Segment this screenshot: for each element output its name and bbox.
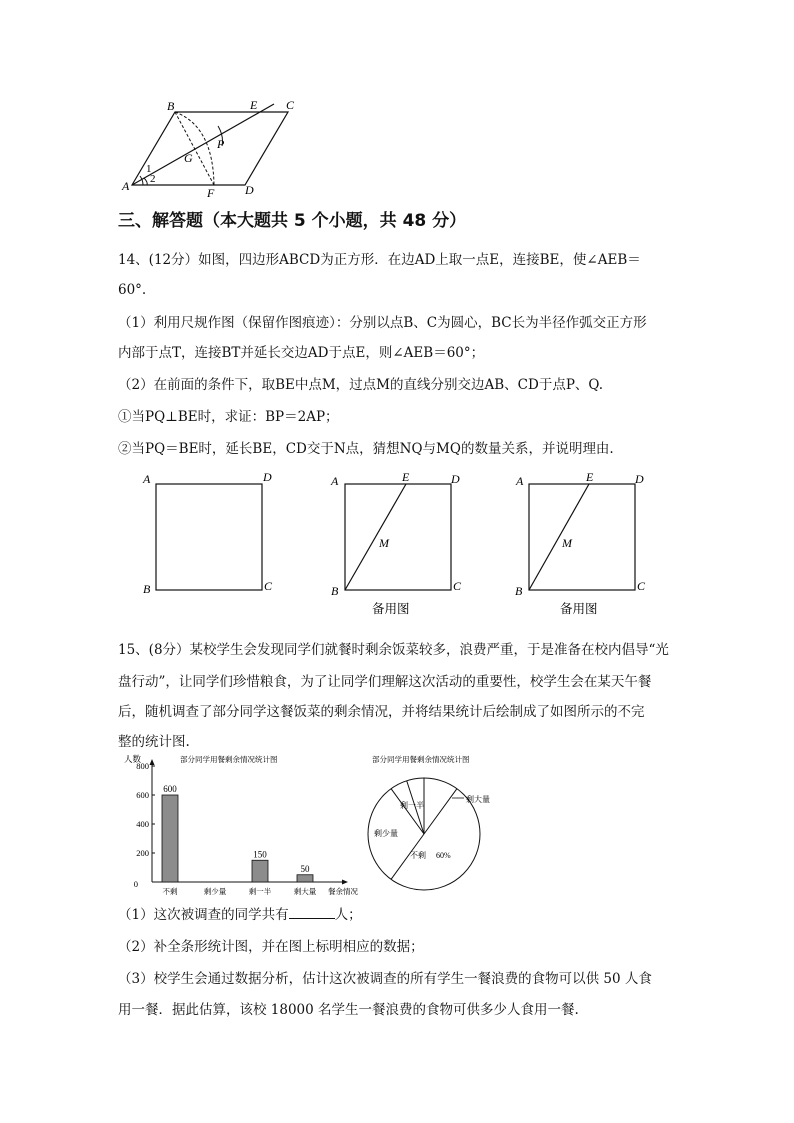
bar-chart-x-arrow [342, 880, 348, 885]
sq1-label-C: C [264, 579, 273, 593]
bar-chart-data-label: 150 [253, 849, 267, 860]
pie-chart [360, 750, 520, 898]
bar-chart-bar [297, 875, 313, 882]
label-E: E [250, 98, 258, 112]
answer-blank[interactable] [289, 906, 335, 919]
q15-line-3: 后，随机调查了部分同学这餐饭菜的剩余情况，并将结果统计后绘制成了如图所示的不完 [118, 704, 645, 720]
sq3-label-E: E [586, 470, 594, 484]
q15-sub2: （2）补全条形统计图，并在图上标明相应的数据； [118, 939, 424, 955]
bar-chart-y-tick-label: 600 [136, 790, 149, 800]
bar-chart-title: 部分同学用餐剩余情况统计图 [180, 755, 278, 764]
pie-label-sheng-daliang: 剩大量 [466, 795, 490, 804]
parallelogram-figure [118, 96, 318, 200]
pie-label-sheng-yiban: 剩一半 [400, 801, 424, 810]
square-1 [156, 484, 262, 590]
sq2-label-E: E [402, 470, 410, 484]
q14-line-5: （2）在前面的条件下，取BE中点M，过点M的直线分别交边AB、CD于点P、Q. [118, 377, 604, 393]
square-2 [345, 484, 451, 590]
pie-chart-slice-divider [424, 789, 457, 834]
bar-chart-y-tick-label: 200 [136, 848, 149, 858]
pie-label-bu-sheng: 不剩 [410, 851, 426, 860]
square-figures [130, 466, 660, 618]
q14-line-1: 14、(12分）如图，四边形ABCD为正方形．在边AD上取一点E，连接BE，使∠AEB＝ [118, 252, 641, 268]
q15-sub3-line-1: （3）校学生会通过数据分析，估计这次被调查的所有学生一餐浪费的食物可以供 50 人食 [118, 971, 652, 987]
sq2-label-D: D [451, 472, 460, 486]
bar-chart-data-label: 600 [163, 784, 177, 794]
label-B: B [167, 99, 175, 113]
q15-sub1 [118, 903, 362, 923]
q15-line-2: 盘行动”，让同学们珍惜粮食，为了让同学们理解这次活动的重要性，校学生会在某天午餐 [118, 674, 652, 690]
pie-label-percent: 60% [436, 851, 451, 860]
sq3-label-M: M [562, 536, 572, 550]
label-D: D [245, 183, 254, 197]
label-1: 1 [146, 163, 152, 175]
sq3-label-A: A [516, 474, 524, 488]
q15-line-1: 15、(8分）某校学生会发现同学们就餐时剩余饭菜较多，浪费严重，于是准备在校内倡导“光 [118, 642, 669, 658]
sq2-label-B: B [331, 584, 339, 598]
label-2: 2 [150, 173, 156, 185]
bar-chart-y-tick-label: 800 [136, 761, 149, 771]
q14-line-7: ②当PQ＝BE时，延长BE，CD交于N点，猜想NQ与MQ的数量关系，并说明理由. [118, 441, 614, 457]
sq2-label-C: C [453, 579, 462, 593]
q14-line-2: 60°. [118, 282, 147, 298]
pie-chart-title: 部分同学用餐剩余情况统计图 [372, 755, 470, 764]
bar-chart-data-label: 50 [300, 863, 310, 874]
q14-line-3: （1）利用尺规作图（保留作图痕迹）：分别以点B、C为圆心，BC长为半径作弧交正方形 [118, 315, 647, 331]
sq3-caption: 备用图 [560, 601, 598, 616]
sq2-label-M: M [379, 536, 389, 550]
pie-label-sheng-shaoliang: 剩少量 [374, 829, 398, 838]
label-C: C [286, 98, 295, 112]
bar-chart-y-arrow [150, 759, 155, 765]
q15-sub1-text-a: （1）这次被调查的同学共有 [118, 907, 289, 923]
angle-mark-1 [144, 178, 147, 185]
bar-chart-xlabel: 餐余情况 [328, 887, 358, 896]
bar-chart-y-tick-label: 400 [136, 819, 149, 829]
q15-line-4: 整的统计图. [118, 734, 190, 750]
sq1-label-A: A [143, 472, 151, 486]
label-G: G [184, 151, 193, 165]
sq2-caption: 备用图 [372, 601, 410, 616]
sq2-segment-be [345, 484, 406, 590]
sq3-segment-be [529, 484, 589, 590]
bar-chart-bar [162, 795, 178, 882]
label-A: A [122, 179, 130, 193]
q15-sub1-text-b: 人； [334, 907, 362, 923]
bar-chart-category-label: 不剩 [162, 887, 178, 896]
bar-chart-category-label: 剩大量 [293, 887, 317, 896]
bar-chart-y-tick-label: 0 [133, 879, 138, 889]
sq1-label-D: D [263, 470, 272, 484]
bar-chart-bar [252, 860, 268, 882]
sq2-label-A: A [331, 474, 339, 488]
section-heading: 三、解答题（本大题共 5 个小题，共 48 分） [118, 211, 467, 231]
q14-line-6: ①当PQ⊥BE时，求证：BP＝2AP； [118, 409, 339, 425]
sq1-label-B: B [143, 582, 151, 596]
bar-chart-category-label: 剩一半 [248, 887, 272, 896]
sq3-label-B: B [515, 584, 523, 598]
square-3 [529, 484, 635, 590]
q14-line-4: 内部于点T，连接BT并延长交边AD于点E，则∠AEB＝60°； [118, 345, 485, 361]
sq3-label-D: D [635, 472, 644, 486]
sq3-label-C: C [637, 579, 646, 593]
bar-chart [118, 750, 376, 900]
bar-chart-category-label: 剩少量 [203, 887, 227, 896]
label-F: F [207, 186, 215, 200]
pie-chart-slice-divider [391, 789, 424, 834]
q15-sub3-line-2: 用一餐．据此估算，该校 18000 名学生一餐浪费的食物可供多少人食用一餐. [118, 1002, 579, 1018]
bar-chart-ylabel: 人数 [124, 755, 142, 765]
label-P: P [217, 137, 225, 151]
